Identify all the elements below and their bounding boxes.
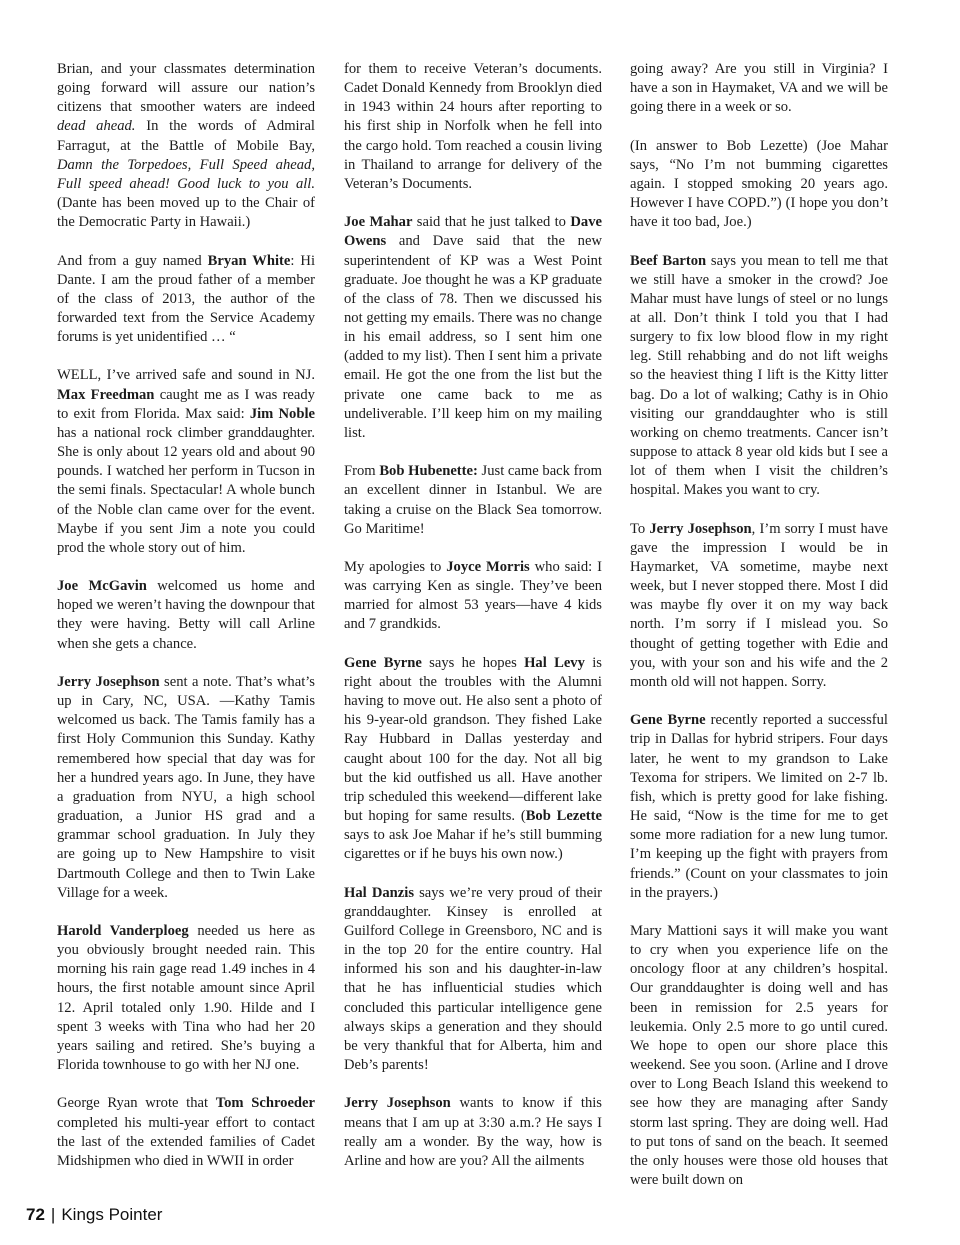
bold-name: Jerry Josephson [57, 673, 160, 690]
paragraph [344, 884, 602, 1076]
paragraph [344, 60, 602, 194]
bold-name: Max Freedman [57, 386, 155, 403]
paragraph [57, 1094, 315, 1171]
page-number: 72 [26, 1205, 45, 1224]
text-run: recently reported a successful trip in Dallas for hybrid stripers. Four days later, he went to my grandson to Lake Texoma for stripers. We limited on 2-7 lb. fish, which is pretty good for lake fishing. He said, “Now is the time for me to get some more radiation for a new lung tumor. I’m keeping up the fight with prayers from friends.” (Count on your classmates to join in the prayers.) [630, 712, 888, 901]
paragraph [630, 60, 888, 117]
text-run: completed his multi-year effort to contact the last of the extended families of Cadet Midshipmen who died in WWII in order [57, 1114, 315, 1169]
bold-name: Hal Levy [524, 654, 585, 671]
bold-name: Bryan White [207, 252, 291, 269]
bold-name: Tom Schroeder [215, 1095, 316, 1112]
bold-name: Joe Mahar [344, 214, 413, 231]
paragraph [344, 213, 602, 443]
paragraph [630, 711, 888, 903]
bold-name: Hal Danzis [344, 884, 414, 901]
italic-text: Damn the Torpedoes, Full Speed ahead, Full speed ahead! Good luck to you all. [57, 156, 315, 192]
text-run: says he hopes [421, 654, 525, 671]
text-run: needed us here as you obviously brought needed rain. This morning his rain gage read 1.49 inches in 4 hours, the first notable amount since April 12. April totaled only 1.90. Hilde and I spent 3 weeks with Tina who had her 20 years sailing and retired. She’s buying a Florida townhouse to go with her NJ one. [57, 922, 315, 1074]
paragraph [57, 577, 315, 654]
bold-name: Gene Byrne [630, 712, 706, 729]
paragraph [630, 252, 888, 501]
text-run: says to ask Joe Mahar if he’s still bumming cigarettes or if he buys his own now.) [344, 827, 602, 863]
text-run: In the words of Admiral Farragut, at the Battle of Mobile Bay, [57, 118, 315, 154]
paragraph [630, 922, 888, 1190]
column-1 [57, 60, 315, 1171]
text-run: Mary Mattioni says it will make you want to cry when you experience life on the oncology floor at any children’s hospital. Our granddaughter is doing well and has been in remission for 2.5 years for leukemia. Only 2.5 more to go until cured. We hope to open our shore place this weekend. See you soon. (Arline and I drove over to Long Beach Island this weekend to see how they are managing after Sandy storm last spring. They are doing well. Had to put tons of sand on the beach. It seemed the only houses were those old houses that were built down on [630, 922, 888, 1188]
paragraph [57, 922, 315, 1075]
bold-name: Joyce Morris [446, 559, 530, 576]
column-2 [344, 60, 602, 1171]
text-run: And from a guy named [57, 252, 208, 269]
footer-separator: | [50, 1205, 56, 1224]
text-run: who said: I was carrying Ken as single. They’ve been married for almost 53 years—have 4 kids and 7 grandkids. [344, 559, 602, 633]
bold-name: Bob Hubenette: [379, 463, 478, 480]
text-run: welcomed us home and hoped we weren’t having the downpour that they were having. Betty will call Arline when she gets a chance. [57, 578, 315, 652]
text-run: for them to receive Veteran’s documents. Cadet Donald Kennedy from Brooklyn died in 1943 within 24 hours after reporting to his first ship in Norfolk when he fell into the cargo hold. Tom reached a cousin living in Thailand to arrange for delivery of the Veteran’s Documents. [344, 61, 602, 192]
text-run: and Dave said that the new superintendent of KP was a West Point graduate. Joe thought he was a KP graduate of the class of 78. Then we discussed his not getting my emails. There was no change in his email address, so I sent him one (added to my list). Then I sent him a private email. He got the one from the list but the private one came back to me as undeliverable. I’ll keep him on my mailing list. [344, 233, 602, 441]
paragraph [344, 462, 602, 539]
bold-name: Jerry Josephson [344, 1095, 451, 1112]
text-run: WELL, I’ve arrived safe and sound in NJ. [57, 367, 315, 384]
bold-name: Joe McGavin [57, 578, 147, 595]
text-run: said that he just talked to [412, 214, 571, 231]
column-3 [630, 60, 888, 1190]
bold-name: Gene Byrne [344, 654, 422, 671]
text-run: From [344, 463, 380, 480]
paragraph [344, 1094, 602, 1171]
text-run: is right about the troubles with the Alumni having to move out. He also sent a photo of his 9-year-old grandson. They fished Lake Ray Hubbard in Dallas yesterday and caught about 100 for the day. Not all big but the kid outfished us all. Have another trip scheduled this weekend—different lake but hoping for same results. ( [344, 654, 602, 825]
text-run: says you mean to tell me that we still have a smoker in the crowd? Joe Mahar must have lungs of steel or no lungs at all. Don’t think I told you that I had surgery to fix low blood flow in my right leg. Still rehabbing and do not lift weighs so the heaviest thing I lift is the Kitty litter bag. Do a lot of walking; Cathy is in Ohio visiting our granddaughter who is still working on chemo treatments. Cancer isn’t suppose to attack 8 year old kids but I see a lot of them when I visit the children’s hospital. Makes you want to cry. [630, 252, 888, 499]
bold-name: Beef Barton [630, 252, 707, 269]
text-run: wants to know if this means that I am up at 3:30 a.m.? He says I really am a wonder. By the way, how is Arline and how are you? All the ailments [344, 1095, 602, 1169]
paragraph [57, 673, 315, 903]
text-run: sent a note. That’s what’s up in Cary, NC, USA. —Kathy Tamis welcomed us back. The Tamis family has a first Holy Communion this Sunday. Kathy remembered how special that day was for her a hundred years ago. In June, they have a graduation from NYU, a high school graduation, a Junior HS grad and a grammar school graduation. In July they are going up to New Hampshire to visit Dartmouth College and then to Twin Lake Village for a week. [57, 673, 315, 901]
paragraph [630, 137, 888, 233]
bold-name: Dave Owens [344, 214, 602, 250]
text-run: , I’m sorry I must have gave the impression I would be in Haymarket, VA sometime, maybe next week, but I never stopped there. Most I did was maybe fly over it on my way back north. I’m sorry if I mislead you. So thought of getting together with Edie and you, with your son and his wife and the 2 month old will not happen. Sorry. [630, 520, 889, 690]
text-run: (In answer to Bob Lezette) (Joe Mahar says, “No I’m not bumming cigarettes again. I stopped smoking 20 years ago. However I have COPD.”) (I hope you don’t have it too bad, Joe.) [630, 137, 888, 231]
text-run: My apologies to [344, 559, 447, 576]
paragraph [630, 520, 888, 692]
text-run: George Ryan wrote that [57, 1095, 216, 1112]
text-run: (Dante has been moved up to the Chair of the Democratic Party in Hawaii.) [57, 195, 315, 231]
text-run: caught me as I was ready to exit from Florida. Max said: [57, 386, 315, 422]
text-run: To [630, 520, 650, 537]
text-run: has a national rock climber granddaughter. She is only about 12 years old and about 90 pounds. I watched her perform in Tucson in the semi finals. Spectacular! A whole bunch of the Noble clan came over for the event. Maybe if you sent Jim a note you could prod the whole story out of him. [57, 424, 315, 556]
bold-name: Bob Lezette [525, 808, 602, 825]
text-run: says we’re very proud of their granddaughter. Kinsey is enrolled at Guilford College in Greensboro, NC and is in the top 20 for the entire country. Hal informed his son and his daughter-in-law that he has influenticial studies which concluded this particular intelligence gene always skips a generation and they should be very thankful that for Alberta, him and Deb’s parents! [344, 884, 602, 1074]
page-footer [26, 1205, 162, 1225]
text-run: : Hi Dante. I am the proud father of a member of the class of 2013, the author of the forwarded text from the Service Academy forums is yet unidentified … “ [57, 252, 315, 346]
bold-name: Jim Noble [249, 405, 315, 422]
paragraph [344, 654, 602, 865]
text-run: Brian, and your classmates determination going forward will assure our nation’s citizens that smoother waters are indeed [57, 61, 315, 116]
text-run: going away? Are you still in Virginia? I have a son in Haymaket, VA and we will be going there in a week or so. [630, 61, 888, 116]
text-run: Just came back from an excellent dinner in Istanbul. We are taking a cruise on the Black Sea tomorrow. Go Maritime! [344, 463, 602, 537]
paragraph [57, 366, 315, 558]
publication-name: Kings Pointer [61, 1205, 163, 1224]
paragraph [344, 558, 602, 635]
paragraph [57, 252, 315, 348]
bold-name: Jerry Josephson [649, 520, 752, 537]
paragraph [57, 60, 315, 232]
italic-text: dead ahead. [57, 118, 136, 135]
bold-name: Harold Vanderploeg [57, 922, 189, 939]
